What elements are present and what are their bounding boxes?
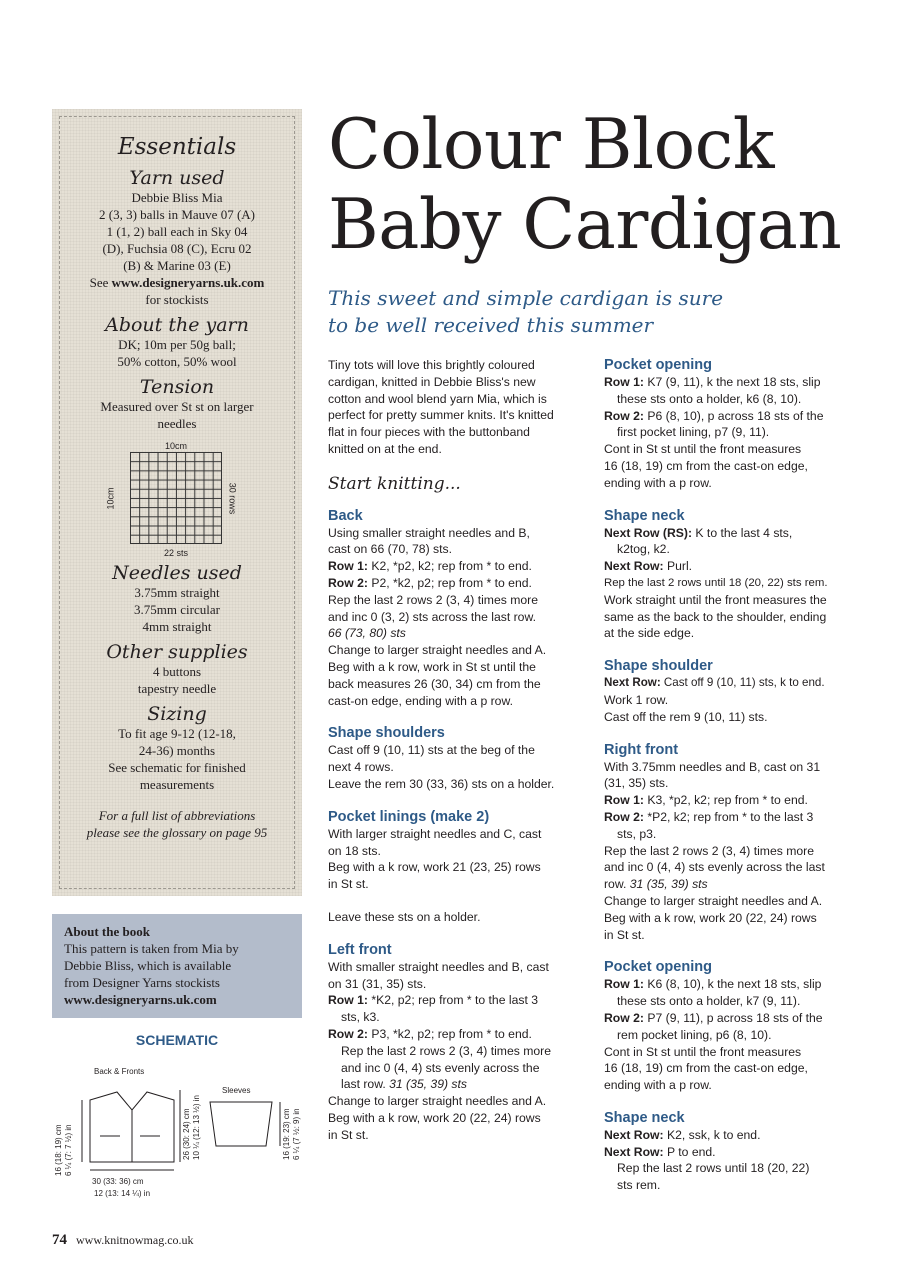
row-label: Row 2: (328, 575, 368, 590)
schematic-title: SCHEMATIC (135, 1032, 219, 1048)
row-label: Row 1: (604, 375, 644, 389)
dim-bottom-1: 30 (33: 36) cm (92, 1177, 144, 1186)
schematic-diagram (52, 1058, 302, 1208)
about-book-line: from Designer Yarns stockists (64, 975, 220, 990)
sizing-line: measurements (139, 777, 215, 792)
text-line: 16 (18, 19) cm from the cast-on edge, (604, 458, 808, 473)
shape-neck-heading-2: Shape neck (604, 1109, 685, 1126)
about-book-box (52, 914, 302, 1018)
dim-right-1: 16 (19: 23) cm (282, 1108, 291, 1160)
row-label: Next Row (RS): (604, 525, 693, 540)
subtitle (328, 285, 748, 339)
row-label: Row 1: (328, 993, 368, 1008)
row-instruction (604, 374, 864, 391)
row-instruction (604, 1127, 864, 1144)
text-line: Using smaller straight needles and B, (328, 525, 530, 540)
row-label: Row 2: (604, 408, 644, 423)
text-line: in St st. (604, 927, 645, 942)
start-knitting-heading: Start knitting... (328, 473, 461, 494)
text-line: sts rem. (617, 1178, 661, 1193)
dim-right-2: 6 ¼ (7 ½: 9) in (292, 1108, 301, 1160)
text-line: k2tog, k2. (617, 542, 670, 557)
dim-left-2: 6 ¼ (7: 7 ½) in (64, 1124, 73, 1176)
other-line: 4 buttons (152, 664, 202, 679)
row-instruction (328, 992, 586, 1009)
needles-heading: Needles used (112, 562, 242, 584)
text-line: sts, k3. (341, 1010, 380, 1025)
text-line: at the side edge. (604, 626, 695, 641)
intro-line: knitted on at the end. (328, 441, 442, 456)
text-line: same as the back to the shoulder, ending (604, 609, 827, 624)
text-line: on 31 (31, 35) sts. (328, 976, 427, 991)
note-line: For a full list of abbreviations (98, 808, 256, 823)
row-text: Cast off 9 (10, 11) sts, k to end. (660, 676, 825, 690)
text-line: back measures 26 (30, 34) cm from the (328, 676, 541, 691)
row-instruction (604, 792, 864, 809)
shape-shoulder-heading: Shape shoulder (604, 658, 713, 675)
text-line: Cast off 9 (10, 11) sts at the beg of the (328, 743, 535, 758)
text-line (604, 876, 864, 893)
row-text: K7 (9, 11), k the next 18 sts, slip (643, 375, 821, 389)
row-text: K2, ssk, k to end. (663, 1127, 761, 1142)
text-line (328, 1076, 586, 1093)
text-line: cast-on edge, ending with a p row. (328, 693, 513, 708)
spacer (328, 893, 586, 909)
text-line: and inc 0 (3, 2) sts across the last row. (328, 609, 536, 624)
row-instruction (328, 1026, 586, 1043)
yarn-line: 2 (3, 3) balls in Mauve 07 (A) (99, 207, 255, 222)
text-line: Cast off the rem 9 (10, 11) sts. (604, 709, 768, 724)
text-line: Beg with a k row, work in St st until the (328, 659, 536, 674)
essentials-panel (52, 109, 302, 896)
dim-bottom-2: 12 (13: 14 ¼) in (94, 1189, 151, 1198)
stitch-count: 31 (35, 39) sts (629, 877, 708, 892)
intro (328, 357, 586, 458)
row-text: P to end. (663, 1144, 716, 1159)
text-line: Change to larger straight needles and A. (604, 893, 823, 908)
row-text: K to the last 4 sts, (692, 525, 793, 540)
text-line: first pocket lining, p7 (9, 11). (617, 425, 770, 440)
text-part: row. (604, 877, 630, 892)
pocket-linings-heading: Pocket linings (make 2) (328, 808, 490, 825)
tension-line: needles (157, 416, 197, 431)
text-line: With 3.75mm needles and B, cast on 31 (604, 759, 821, 774)
row-text: P6 (8, 10), p across 18 sts of the (643, 408, 824, 423)
row-instruction (604, 408, 864, 425)
text-line: Rep the last 2 rows 2 (3, 4) times more (328, 592, 538, 607)
row-text: *K2, p2; rep from * to the last 3 (367, 993, 538, 1008)
about-yarn-line: DK; 10m per 50g ball; (118, 337, 236, 352)
about-book-line: This pattern is taken from Mia by (64, 941, 239, 956)
row-text: P3, *k2, p2; rep from * to end. (367, 1026, 532, 1041)
text-line: in St st. (328, 877, 369, 892)
text-line: Cont in St st until the front measures (604, 1044, 802, 1059)
row-label: Next Row: (604, 559, 664, 574)
about-book-link[interactable]: www.designeryarns.uk.com (64, 992, 217, 1007)
yarn-line: 1 (1, 2) ball each in Sky 04 (106, 224, 248, 239)
other-line: tapestry needle (137, 681, 217, 696)
text-line: Change to larger straight needles and A. (328, 643, 547, 658)
title-line-2: Baby Cardigan (328, 185, 842, 265)
page-number: 74 (52, 1232, 67, 1248)
sizing-line: 24-36) months (138, 743, 216, 758)
row-instruction (604, 976, 864, 993)
yarn-line: Debbie Bliss Mia (131, 190, 223, 205)
intro-line: flat in four pieces with the buttonband (328, 425, 530, 440)
stockist-line (52, 274, 302, 291)
about-yarn-heading: About the yarn (105, 314, 249, 336)
text-line: Beg with a k row, work 21 (23, 25) rows (328, 860, 541, 875)
text-line: Change to larger straight needles and A. (328, 1094, 547, 1109)
tension-width-label: 10cm (164, 441, 187, 451)
subtitle-line-2: to be well received this summer (328, 313, 654, 337)
row-text: P7 (9, 11), p across 18 sts of the (643, 1010, 823, 1025)
pocket-opening-heading-2: Pocket opening (604, 959, 712, 976)
row-text: *P2, k2; rep from * to the last 3 (643, 809, 814, 824)
row-text: P2, *k2, p2; rep from * to end. (367, 575, 532, 590)
back-fronts-label: Back & Fronts (94, 1067, 145, 1076)
row-instruction (604, 558, 864, 575)
text-line: Cont in St st until the front measures (604, 442, 802, 457)
row-text: K6 (8, 10), k the next 18 sts, slip (643, 977, 822, 992)
tension-sts-label: 22 sts (163, 548, 188, 558)
text-line: (31, 35) sts. (604, 776, 669, 791)
text-line: cast on 66 (70, 78) sts. (328, 542, 452, 557)
text-line: on 18 sts. (328, 843, 381, 858)
abbreviations-note (52, 807, 302, 841)
text-line: Rep the last 2 rows until 18 (20, 22) (617, 1161, 810, 1176)
row-label: Row 2: (328, 1026, 368, 1041)
text-line: these sts onto a holder, k6 (8, 10). (617, 391, 802, 406)
stitch-count: 31 (35, 39) sts (389, 1077, 467, 1092)
intro-line: cotton and wool blend yarn Mia, which is (328, 391, 547, 406)
essentials-title: Essentials (117, 134, 237, 160)
row-text: Purl. (663, 559, 693, 574)
needles-line: 3.75mm circular (134, 602, 220, 617)
text-line: Beg with a k row, work 20 (22, 24) rows (604, 910, 817, 925)
row-instruction (604, 1144, 864, 1161)
text-line: With larger straight needles and C, cast (328, 826, 542, 841)
row-text: K2, *p2, k2; rep from * to end. (367, 559, 532, 574)
needles-line: 4mm straight (142, 619, 212, 634)
page-footer (52, 1232, 194, 1249)
text-line: in St st. (328, 1127, 369, 1142)
title-line-1: Colour Block (328, 105, 775, 185)
dim-left-1: 16 (18: 19) cm (54, 1124, 63, 1176)
stitch-count: 66 (73, 80) sts (328, 626, 406, 641)
sizing-heading: Sizing (147, 703, 207, 725)
needles-line: 3.75mm straight (134, 585, 220, 600)
text-line: and inc 0 (4, 4) sts evenly across the (341, 1060, 540, 1075)
about-book-line: Debbie Bliss, which is available (64, 958, 232, 973)
dim-mid-2: 10 ¼ (12: 13 ½) in (192, 1095, 201, 1160)
intro-line: Tiny tots will love this brightly coloured (328, 358, 535, 372)
column-right (604, 356, 864, 1194)
text-line: Work 1 row. (604, 692, 669, 707)
intro-line: perfect for pretty summer knits. It's knitted (328, 408, 554, 423)
tension-grid (130, 452, 222, 544)
column-left (328, 357, 586, 1143)
text-line: these sts onto a holder, k7 (9, 11). (617, 994, 801, 1009)
tension-height-label: 10cm (105, 487, 116, 510)
text-line: 16 (18, 19) cm from the cast-on edge, (604, 1061, 808, 1076)
text-line: sts, p3. (617, 826, 657, 841)
subtitle-line-1: This sweet and simple cardigan is sure (328, 286, 724, 310)
about-yarn-line: 50% cotton, 50% wool (117, 354, 237, 369)
back-heading: Back (328, 507, 363, 524)
yarn-line: (D), Fuchsia 08 (C), Ecru 02 (102, 241, 252, 256)
row-instruction (328, 575, 586, 592)
text-line: ending with a p row. (604, 1078, 712, 1093)
yarn-heading: Yarn used (129, 167, 225, 189)
text-part: last row. (341, 1077, 390, 1092)
tension-square (52, 438, 302, 556)
row-label: Row 1: (604, 977, 644, 992)
text-line: With smaller straight needles and B, cast (328, 959, 549, 974)
row-label: Next Row: (604, 676, 661, 690)
dim-mid-1: 26 (30: 24) cm (182, 1108, 191, 1160)
tension-heading: Tension (139, 376, 215, 398)
footer-url[interactable]: www.knitnowmag.co.uk (76, 1233, 194, 1247)
stockist-link[interactable]: www.designeryarns.uk.com (111, 275, 265, 290)
text-line: Rep the last 2 rows until 18 (20, 22) sts rem. (604, 576, 828, 589)
text-line: and inc 0 (4, 4) sts evenly across the last (604, 860, 825, 875)
other-supplies-heading: Other supplies (106, 641, 248, 663)
see-prefix: See (89, 275, 112, 290)
row-instruction (328, 558, 586, 575)
row-label: Row 1: (328, 559, 368, 574)
row-label: Next Row: (604, 1127, 664, 1142)
left-front-heading: Left front (328, 941, 392, 958)
row-label: Row 2: (604, 809, 644, 824)
intro-line: cardigan, knitted in Debbie Bliss's new (328, 374, 536, 389)
row-label: Row 2: (604, 1010, 644, 1025)
text-line: next 4 rows. (328, 760, 394, 775)
text-line: Work straight until the front measures the (604, 592, 827, 607)
row-instruction (604, 1010, 864, 1027)
note-line: please see the glossary on page 95 (86, 825, 268, 840)
right-front-heading: Right front (604, 741, 679, 758)
row-instruction (604, 809, 864, 826)
sleeves-label: Sleeves (222, 1086, 251, 1095)
yarn-line: (B) & Marine 03 (E) (123, 258, 231, 273)
row-instruction (604, 525, 864, 542)
sizing-line: See schematic for finished (108, 760, 246, 775)
text-line: Leave these sts on a holder. (328, 909, 481, 924)
pocket-opening-heading: Pocket opening (604, 357, 712, 373)
row-text: K3, *p2, k2; rep from * to end. (643, 793, 808, 808)
row-label: Next Row: (604, 1144, 664, 1159)
sleeve-outline (210, 1102, 272, 1146)
shape-shoulders-heading: Shape shoulders (328, 725, 445, 742)
shape-neck-heading: Shape neck (604, 507, 685, 524)
stockist-suffix: for stockists (145, 292, 209, 307)
text-line: Rep the last 2 rows 2 (3, 4) times more (604, 843, 814, 858)
about-book-title: About the book (64, 924, 150, 939)
tension-rows-label: 30 rows (227, 482, 238, 515)
text-line: Rep the last 2 rows 2 (3, 4) times more (341, 1043, 551, 1058)
text-line: rem pocket lining, p6 (8, 10). (617, 1027, 772, 1042)
sizing-line: To fit age 9-12 (12-18, (118, 726, 236, 741)
tension-line: Measured over St st on larger (100, 399, 254, 414)
row-label: Row 1: (604, 793, 644, 808)
text-line: Beg with a k row, work 20 (22, 24) rows (328, 1110, 541, 1125)
text-line: ending with a p row. (604, 475, 712, 490)
row-instruction (604, 675, 864, 692)
page-title (328, 105, 841, 265)
text-line: Leave the rem 30 (33, 36) sts on a holder. (328, 776, 555, 791)
